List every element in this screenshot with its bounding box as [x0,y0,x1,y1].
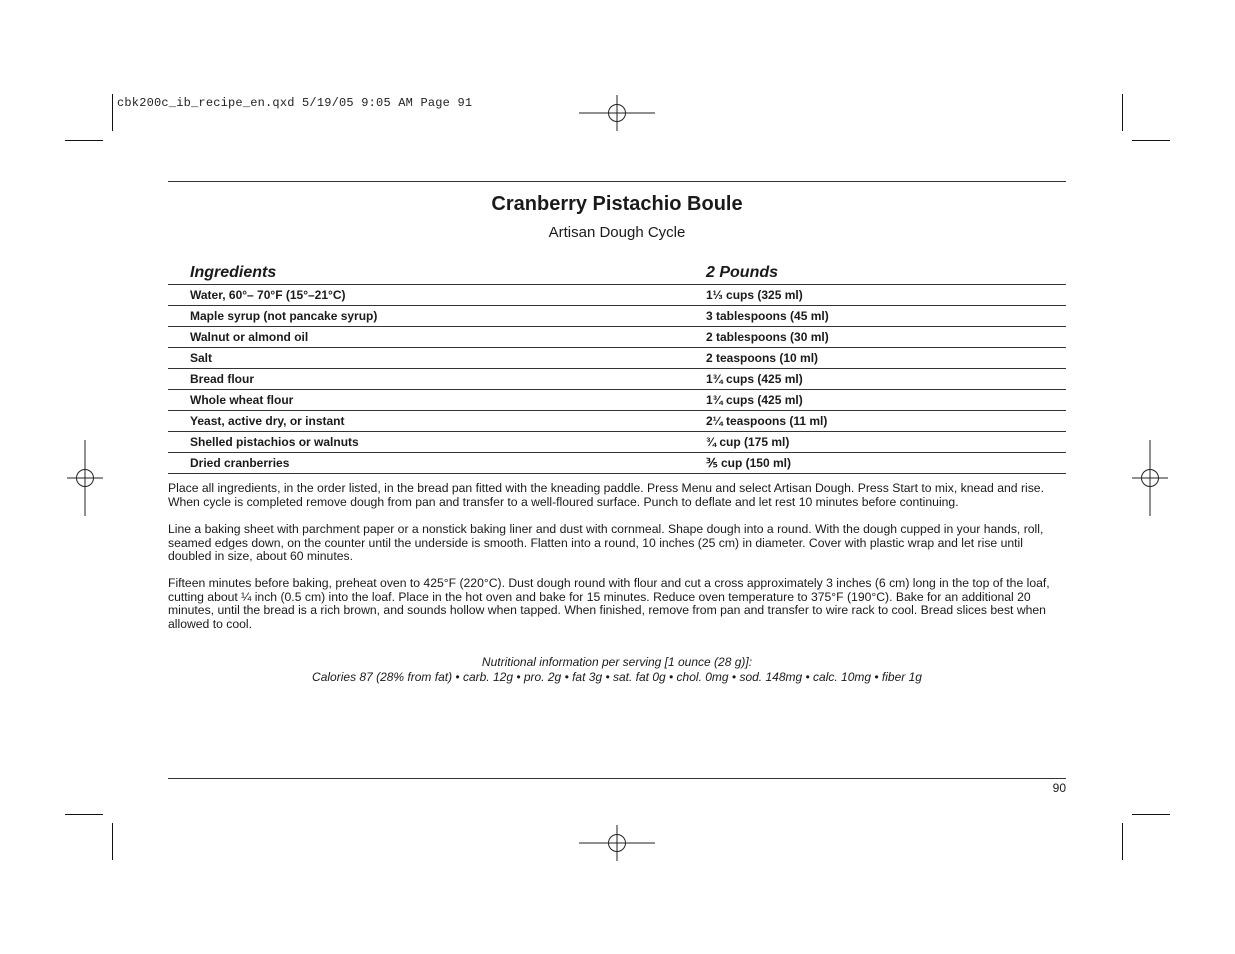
ingredient-amount: ¾ cup (175 ml) [684,432,1066,453]
column-header-ingredients: Ingredients [168,260,684,285]
ingredient-name: Walnut or almond oil [168,327,684,348]
ingredient-amount: ⅗ cup (150 ml) [684,453,1066,474]
nutrition-info [168,655,1066,685]
ingredient-name: Maple syrup (not pancake syrup) [168,306,684,327]
bottom-rule [168,778,1066,779]
table-row [168,411,1066,432]
ingredient-amount: 1¾ cups (425 ml) [684,369,1066,390]
table-row [168,348,1066,369]
table-row [168,432,1066,453]
ingredient-name: Yeast, active dry, or instant [168,411,684,432]
ingredient-name: Bread flour [168,369,684,390]
registration-mark-bottom [579,825,655,861]
printer-slug: cbk200c_ib_recipe_en.qxd 5/19/05 9:05 AM Page 91 [117,96,473,110]
table-row [168,453,1066,474]
recipe-title: Cranberry Pistachio Boule [491,193,743,215]
table-header-row [168,260,1066,285]
ingredient-name: Salt [168,348,684,369]
column-header-amount: 2 Pounds [684,260,1066,285]
instruction-paragraph-3: Fifteen minutes before baking, preheat oven to 425°F (220°C). Dust dough round with flour and cut a cross approximately 3 inches (6 cm) long in the top of the loaf, cutting about ¼ inch (0.5 cm) into the loaf. Place in the hot oven and bake for 15 minutes. Reduce oven temperature to 375°F (190°C). Bake for an additional 20 minutes, until the bread is a rich brown, and sounds hollow when tapped. When finished, remove from pan and transfer to wire rack to cool. Bread slices best when allowed to cool. [168,576,1050,631]
instruction-paragraph-2: Line a baking sheet with parchment paper or a nonstick baking liner and dust with cornmeal. Shape dough into a round. With the dough cupped in your hands, roll, seamed edges down, on the counter until the underside is smooth. Flatten into a round, 10 inches (25 cm) in diameter. Cover with plastic wrap and let rise until doubled in size, about 60 minutes. [168,522,1044,564]
ingredient-name: Whole wheat flour [168,390,684,411]
registration-mark-right [1132,440,1168,516]
table-row [168,285,1066,306]
ingredient-amount: 1¾ cups (425 ml) [684,390,1066,411]
nutrition-heading: Nutritional information per serving [1 ounce (28 g)]: [481,655,753,669]
ingredient-amount: 1⅓ cups (325 ml) [684,285,1066,306]
table-row [168,306,1066,327]
table-row [168,369,1066,390]
ingredient-amount: 2 teaspoons (10 ml) [684,348,1066,369]
ingredient-amount: 3 tablespoons (45 ml) [684,306,1066,327]
top-rule [168,181,1066,182]
recipe-cycle: Artisan Dough Cycle [548,224,686,241]
ingredient-name: Dried cranberries [168,453,684,474]
nutrition-values: Calories 87 (28% from fat) • carb. 12g • pro. 2g • fat 3g • sat. fat 0g • chol. 0mg • sod. 148mg • calc. 10mg • fiber 1g [312,670,922,684]
ingredient-amount: 2 tablespoons (30 ml) [684,327,1066,348]
ingredient-name: Shelled pistachios or walnuts [168,432,684,453]
ingredients-table [168,260,1066,474]
ingredient-amount: 2¼ teaspoons (11 ml) [684,411,1066,432]
table-row [168,327,1066,348]
ingredient-name: Water, 60°– 70°F (15°–21°C) [168,285,684,306]
registration-mark-top [579,95,655,131]
table-row [168,390,1066,411]
instruction-paragraph-1: Place all ingredients, in the order listed, in the bread pan fitted with the kneading paddle. Press Menu and select Artisan Dough. Press Start to mix, knead and rise. When cycle is completed remove dough from pan and transfer to a well-floured surface. Punch to deflate and let rest 10 minutes before continuing. [168,481,1044,509]
registration-mark-left [67,440,103,516]
page-number: 90 [1052,781,1066,795]
